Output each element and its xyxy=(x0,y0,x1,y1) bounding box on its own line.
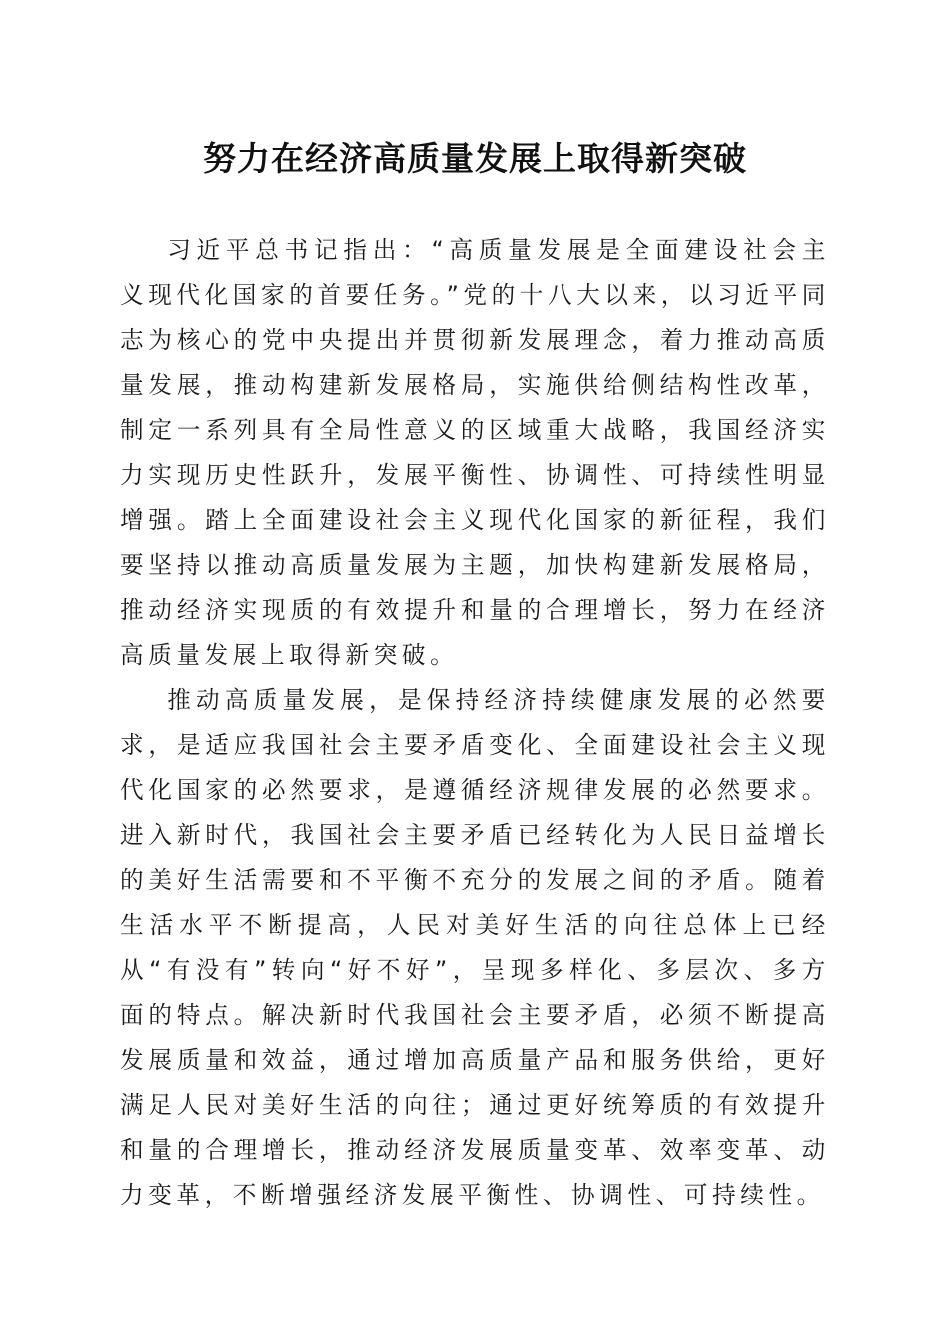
paragraph-1: 习近平总书记指出：“高质量发展是全面建设社会主义现代化国家的首要任务。”党的十八大以来，以习近平同志为核心的党中央提出并贯彻新发展理念，着力推动高质量发展，推动构建新发展格局，实施供给侧结构性改革，制定一系列具有全局性意义的区域重大战略，我国经济实力实现历史性跃升，发展平衡性、协调性、可持续性明显增强。踏上全面建设社会主义现代化国家的新征程，我们要坚持以推动高质量发展为主题，加快构建新发展格局，推动经济实现质的有效提升和量的合理增长，努力在经济高质量发展上取得新突破。 xyxy=(120,236,830,669)
paragraph-2: 推动高质量发展，是保持经济持续健康发展的必然要求，是适应我国社会主要矛盾变化、全面建设社会主义现代化国家的必然要求，是遵循经济规律发展的必然要求。进入新时代，我国社会主要矛盾已经转化为人民日益增长的美好生活需要和不平衡不充分的发展之间的矛盾。随着生活水平不断提高，人民对美好生活的向往总体上已经从“有没有”转向“好不好”，呈现多样化、多层次、多方面的特点。解决新时代我国社会主要矛盾，必须不断提高发展质量和效益，通过增加高质量产品和服务供给，更好满足人民对美好生活的向往；通过更好统筹质的有效提升和量的合理增长，推动经济发展质量变革、效率变革、动力变革，不断增强经济发展平衡性、协调性、可持续性。 xyxy=(120,686,830,1209)
document-title: 努力在经济高质量发展上取得新突破 xyxy=(203,139,747,178)
document-body xyxy=(120,228,830,1218)
